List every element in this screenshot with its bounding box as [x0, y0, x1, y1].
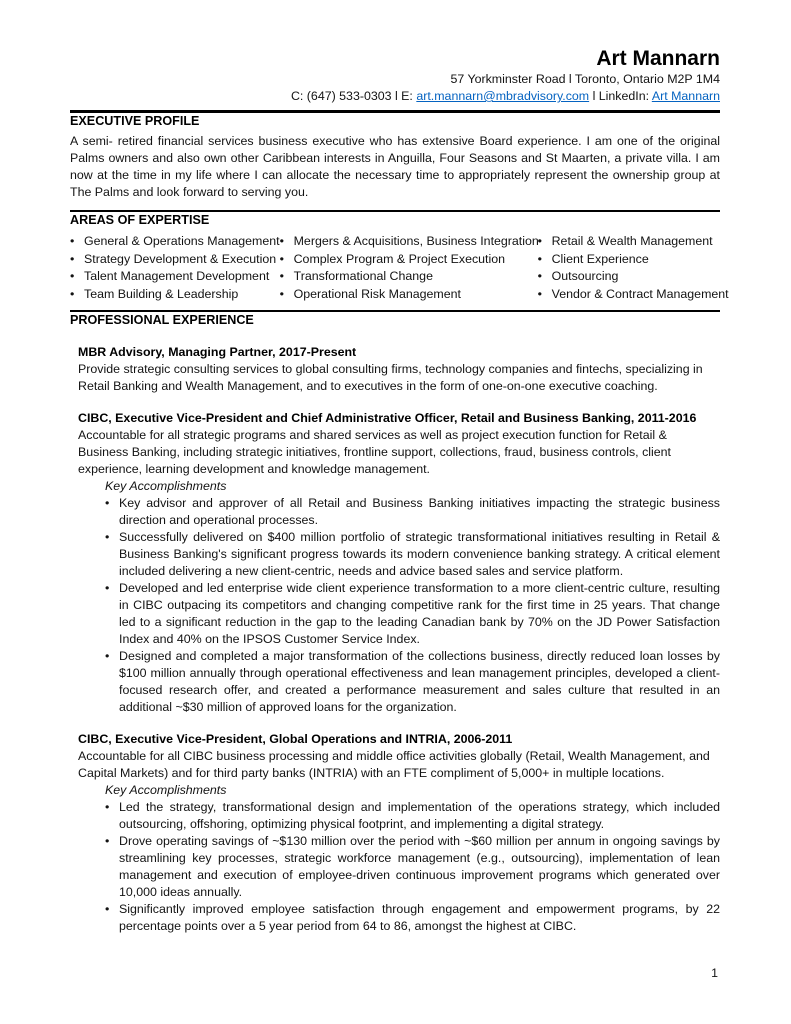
job-summary: Accountable for all CIBC business processing and middle office activities globally (Retail, Wealth Management, and Capital Markets) and for third party banks (INTRIA) with an FTE compliment of 5,000+ in multiple locations.: [78, 749, 710, 780]
accomplishment-bullet: • Successfully delivered on $400 million portfolio of strategic transformational initiatives resulting in Retail & Business Banking's significant progress towards its modern convenience banking strategy. A critical element included delivering a new client-centric, needs and advice based sales and service platform.: [105, 529, 720, 580]
linkedin-prefix: l LinkedIn:: [589, 89, 652, 103]
expertise-item: • Strategy Development & Execution: [70, 251, 280, 269]
job-summary: Accountable for all strategic programs and shared services as well as project execution function for Retail & Business Banking, including strategic initiatives, frontline support, collections, fraud, business controls, client experience, learning development and knowledge management.: [78, 428, 671, 476]
expertise-item: • Client Experience: [538, 251, 729, 269]
expertise-column-3: [538, 233, 729, 303]
job-title: MBR Advisory, Managing Partner, 2017-Present: [78, 345, 357, 359]
executive-profile-section: [70, 113, 720, 201]
job-title: CIBC, Executive Vice-President and Chief Administrative Officer, Retail and Business Banking, 2011-2016: [78, 411, 697, 425]
expertise-item: • General & Operations Management: [70, 233, 280, 251]
expertise-item: • Transformational Change: [280, 268, 538, 286]
phone-email-prefix: C: (647) 533-0303 l E:: [290, 89, 417, 103]
job-title: CIBC, Executive Vice-President, Global Operations and INTRIA, 2006-2011: [78, 732, 513, 746]
accomplishments-list: [78, 495, 720, 716]
executive-profile-text: A semi- retired financial services business executive who has extensive Board experience. I am one of the original Palms owners and also own other Caribbean interests in Anguilla, Four Seasons and St Maarten, a private villa. I am now at the time in my life where I can allocate the necessary time to appropriately represent the ownership group at The Palms and look forward to serving you.: [70, 134, 720, 199]
job-entry-cibc-2011-2016: [78, 410, 720, 716]
address-line: 57 Yorkminster Road l Toronto, Ontario M2P 1M4: [450, 72, 720, 86]
accomplishment-bullet: • Drove operating savings of ~$130 million over the period with ~$60 million per annum in ongoing savings by streamlining key processes, strategic workforce management (e.g., outsourcing), implementation of lean management and execution of employee-driven continuous improvement programs which generated over 10,000 ideas annually.: [105, 833, 720, 901]
expertise-item: • Complex Program & Project Execution: [280, 251, 538, 269]
executive-profile-heading: EXECUTIVE PROFILE: [70, 114, 200, 128]
expertise-item: • Vendor & Contract Management: [538, 286, 729, 304]
linkedin-link[interactable]: Art Mannarn: [651, 89, 720, 103]
professional-experience-heading: PROFESSIONAL EXPERIENCE: [70, 313, 254, 327]
expertise-column-1: [70, 233, 280, 303]
key-accomplishments-label: Key Accomplishments: [105, 783, 227, 797]
job-entry-mbr-advisory: [78, 344, 720, 395]
areas-of-expertise-heading: AREAS OF EXPERTISE: [70, 213, 210, 227]
expertise-item: • Mergers & Acquisitions, Business Integration: [280, 233, 538, 251]
accomplishment-bullet: • Developed and led enterprise wide client experience transformation to a more client-centric culture, resulting in CIBC outpacing its competitors and changing competitive rank for the first time in 25 years. That change led to a significant reduction in the gap to the leading Canadian bank by 70% on the JD Power Satisfaction Index and 40% on the IPSOS Customer Service Index.: [105, 580, 720, 648]
expertise-item: • Operational Risk Management: [280, 286, 538, 304]
accomplishment-bullet: • Designed and completed a major transformation of the collections business, directly reduced loan losses by $100 million annually through operational effectiveness and lean management principles, developed a client-focused research offer, and created a performance measurement and sales culture that resulted in an additional ~$30 million of approved loans for the organization.: [105, 648, 720, 716]
job-summary: Provide strategic consulting services to global consulting firms, technology companies and fintechs, specializing in Retail Banking and Wealth Management, and to executives in the form of one-on-one executive coaching.: [78, 362, 703, 393]
expertise-item: • Retail & Wealth Management: [538, 233, 729, 251]
contact-line: [70, 88, 720, 105]
accomplishment-bullet: • Led the strategy, transformational design and implementation of the operations strategy, which included outsourcing, offshoring, optimizing physical footprint, and implementing a digital strategy.: [105, 799, 720, 833]
key-accomplishments-label: Key Accomplishments: [105, 479, 227, 493]
expertise-item: • Team Building & Leadership: [70, 286, 280, 304]
header: [70, 46, 720, 105]
accomplishments-list: [78, 799, 720, 935]
accomplishment-bullet: • Key advisor and approver of all Retail and Business Banking initiatives impacting the strategic business direction and operational processes.: [105, 495, 720, 529]
professional-experience-section: [70, 312, 720, 935]
expertise-columns: [70, 233, 729, 303]
email-link[interactable]: art.mannarn@mbradvisory.com: [416, 89, 590, 103]
job-entry-cibc-2006-2011: [78, 731, 720, 935]
expertise-item: • Talent Management Development: [70, 268, 280, 286]
person-name: Art Mannarn: [596, 47, 720, 70]
page-number: 1: [711, 966, 718, 980]
accomplishment-bullet: • Significantly improved employee satisfaction through engagement and empowerment programs, by 22 percentage points over a 5 year period from 64 to 86, amongst the highest at CIBC.: [105, 901, 720, 935]
expertise-column-2: [280, 233, 538, 303]
expertise-item: • Outsourcing: [538, 268, 729, 286]
areas-of-expertise-section: [70, 212, 729, 303]
